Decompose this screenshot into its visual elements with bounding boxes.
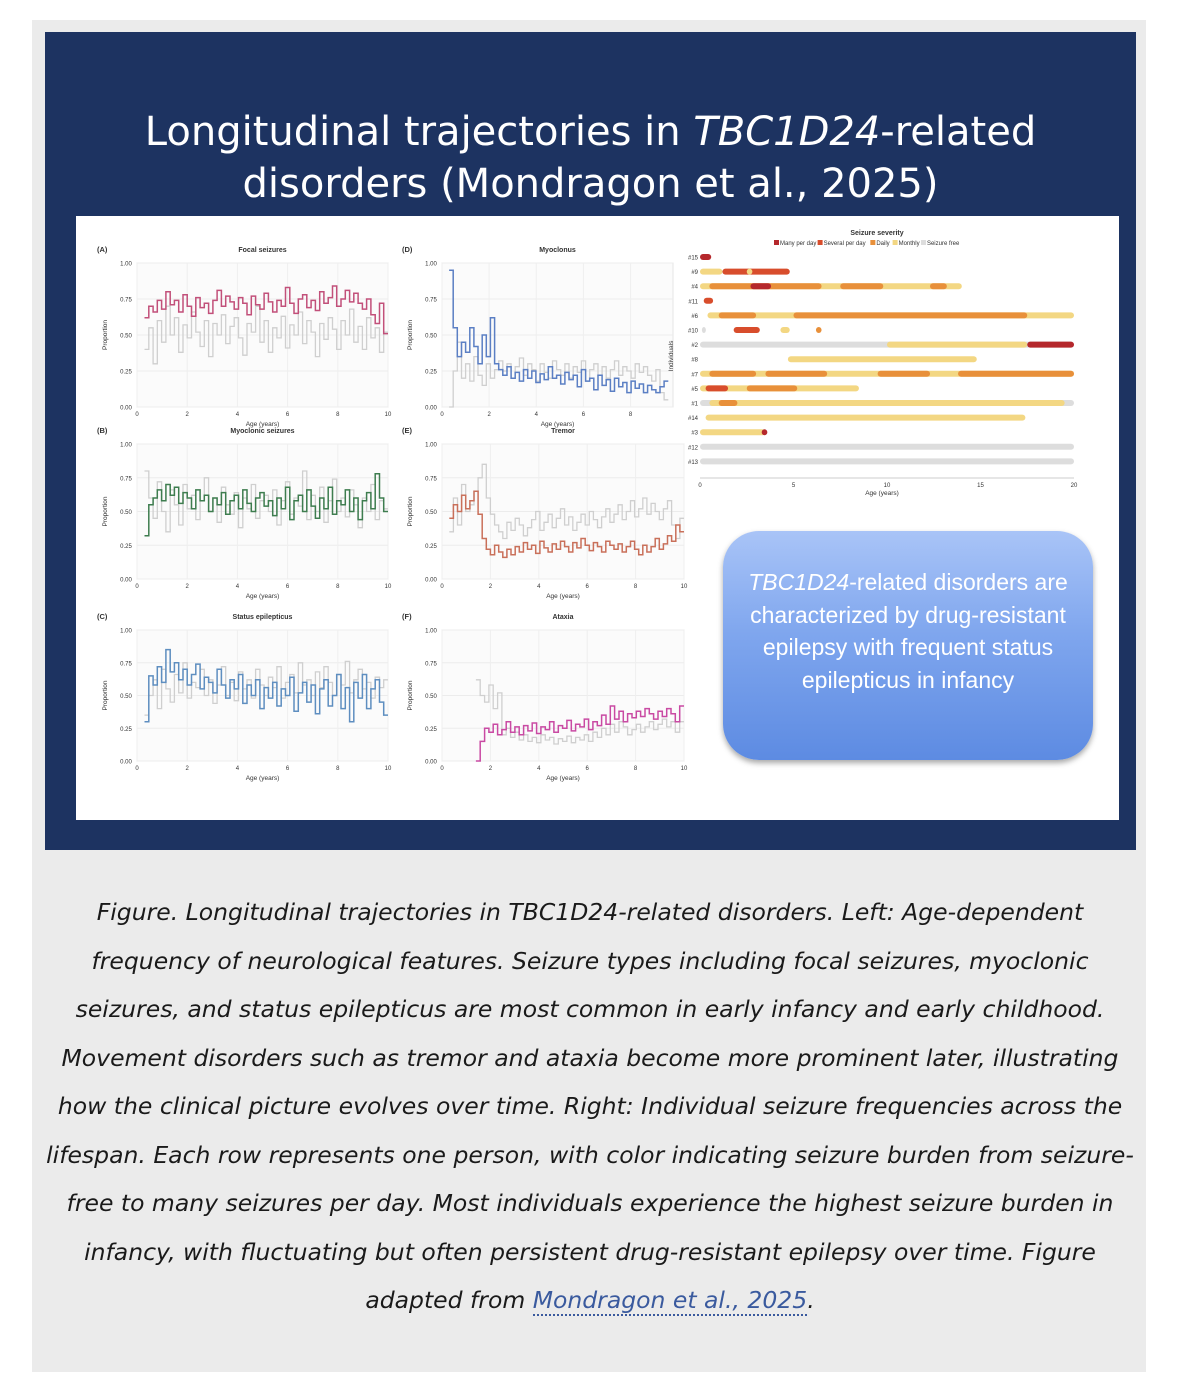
panel-D: [402, 245, 673, 428]
severity-segment: [747, 385, 797, 391]
row-label: #15: [687, 255, 698, 262]
y-tick-label: 1.00: [425, 442, 437, 449]
x-tick-label: 6: [285, 584, 290, 590]
x-tick-label: 4: [235, 412, 240, 418]
x-tick-label: 2: [488, 766, 493, 772]
x-axis-label: Age (years): [546, 775, 580, 782]
legend-swatch: [818, 240, 823, 245]
severity-segment: [762, 429, 768, 435]
y-tick-label: 0.50: [120, 694, 132, 700]
severity-segment: [700, 429, 765, 435]
row-label: #7: [691, 372, 698, 379]
severity-segment: [816, 327, 822, 333]
row-label: #13: [687, 459, 698, 466]
row-label: #3: [691, 430, 698, 437]
y-tick-label: 1.00: [425, 261, 437, 268]
y-tick-label: 0.25: [425, 369, 437, 376]
severity-segment: [700, 254, 711, 260]
panel-F: [402, 612, 688, 782]
severity-segment: [719, 312, 756, 318]
y-tick-label: 0.25: [425, 543, 437, 550]
y-tick-label: 0.75: [120, 297, 132, 304]
row-label: #9: [691, 270, 698, 277]
row-label: #14: [687, 416, 698, 423]
x-tick-label: 2: [185, 766, 189, 772]
y-tick-label: 0.25: [120, 543, 132, 550]
x-tick-label: 20: [1070, 483, 1078, 489]
y-tick-label: 1.00: [425, 628, 437, 635]
x-axis-label: Age (years): [245, 421, 280, 428]
y-tick-label: 0.00: [120, 405, 132, 412]
x-tick-label: 5: [791, 483, 796, 489]
y-tick-label: 0.75: [120, 661, 132, 668]
y-axis-label: Proportion: [102, 496, 109, 527]
row-label: #12: [687, 445, 698, 452]
panel-B: [97, 426, 392, 600]
row-label: #6: [691, 313, 698, 320]
x-tick-label: 8: [336, 584, 340, 590]
summary-callout: [723, 531, 1093, 760]
panel-title: Myoclonic seizures: [230, 428, 295, 435]
y-axis-label: Proportion: [407, 320, 414, 350]
figure-caption: [38, 888, 1142, 1325]
y-tick-label: 0.00: [425, 759, 437, 766]
severity-segment: [788, 356, 977, 362]
severity-chart: [668, 230, 1078, 497]
x-tick-label: 6: [585, 766, 589, 772]
y-tick-label: 0.50: [425, 333, 437, 340]
severity-segment: [702, 327, 706, 333]
x-tick-label: 2: [185, 584, 189, 590]
severity-segment: [700, 458, 1074, 464]
panel-title: Myoclonus: [539, 247, 576, 254]
y-tick-label: 0.00: [425, 577, 437, 584]
x-axis-label: Age (years): [245, 593, 280, 600]
y-tick-label: 0.00: [425, 405, 437, 412]
panel-label: (F): [402, 612, 412, 621]
x-tick-label: 10: [384, 766, 392, 772]
callout-text: -related disorders are characterized by drug-resistant epilepsy with frequent status epilepticus in infancy: [750, 569, 1068, 693]
panel-label: (E): [402, 426, 412, 435]
x-tick-label: 0: [440, 766, 444, 772]
y-tick-label: 0.25: [120, 369, 132, 376]
x-tick-label: 10: [680, 766, 688, 772]
x-tick-label: 2: [487, 412, 491, 418]
x-tick-label: 0: [135, 412, 139, 418]
y-tick-label: 0.75: [425, 476, 437, 483]
x-tick-label: 8: [336, 766, 340, 772]
x-tick-label: 0: [135, 766, 139, 772]
panel-label: (B): [97, 426, 108, 435]
x-tick-label: 4: [537, 584, 541, 590]
y-tick-label: 0.25: [425, 726, 437, 733]
legend-swatch: [893, 240, 898, 245]
x-tick-label: 2: [185, 412, 189, 418]
row-label: #5: [691, 386, 698, 393]
x-tick-label: 8: [633, 584, 638, 590]
severity-segment: [930, 283, 947, 289]
x-tick-label: 4: [534, 412, 538, 418]
legend-label: Daily: [876, 241, 890, 247]
y-tick-label: 0.25: [120, 726, 132, 733]
panel-label: (C): [97, 612, 108, 621]
y-tick-label: 1.00: [120, 442, 132, 449]
panel-label: (D): [402, 245, 413, 254]
y-tick-label: 0.50: [120, 510, 132, 516]
severity-segment: [747, 269, 753, 275]
x-axis-label: Age (years): [245, 775, 280, 782]
y-axis-label: Proportion: [102, 680, 109, 711]
row-label: #2: [691, 343, 698, 350]
title-prefix: Longitudinal trajectories in: [144, 109, 694, 155]
panel-C: [97, 612, 392, 782]
severity-segment: [765, 371, 827, 377]
title-gene: TBC1D24: [693, 109, 881, 155]
caption-end: .: [807, 1286, 815, 1314]
y-tick-label: 0.75: [425, 297, 437, 304]
y-tick-label: 1.00: [120, 261, 132, 268]
x-tick-label: 15: [977, 483, 984, 489]
legend-label: Monthly: [898, 241, 920, 247]
severity-segment: [722, 269, 789, 275]
severity-segment: [840, 283, 883, 289]
row-label: #1: [691, 401, 698, 408]
x-tick-label: 0: [698, 483, 702, 489]
legend-swatch: [870, 240, 875, 245]
severity-segment: [709, 400, 1064, 406]
title-suffix: -related: [880, 109, 1037, 155]
x-tick-label: 6: [585, 584, 589, 590]
y-tick-label: 0.75: [425, 661, 437, 668]
panel-A: [97, 245, 392, 428]
x-tick-label: 10: [680, 584, 688, 590]
x-tick-label: 10: [883, 483, 891, 489]
x-tick-label: 4: [235, 766, 240, 772]
severity-segment: [709, 371, 756, 377]
title-line2: disorders (Mondragon et al., 2025): [242, 161, 939, 207]
x-tick-label: 8: [628, 412, 633, 418]
x-tick-label: 0: [440, 584, 444, 590]
row-label: #11: [688, 299, 698, 306]
x-tick-label: 8: [633, 766, 638, 772]
row-label: #4: [691, 284, 698, 291]
panel-title: Ataxia: [552, 614, 574, 621]
severity-segment: [780, 327, 789, 333]
x-axis-label: Age (years): [546, 593, 580, 600]
x-tick-label: 4: [235, 584, 240, 590]
x-axis-label: Age (years): [865, 490, 899, 497]
severity-segment: [887, 342, 1027, 348]
panel-title: Status epilepticus: [232, 614, 293, 621]
severity-segment: [700, 444, 1074, 450]
legend-label: Many per day: [780, 241, 817, 247]
severity-segment: [958, 371, 1074, 377]
y-axis-label: Proportion: [407, 496, 414, 527]
severity-title: Seizure severity: [850, 230, 904, 237]
y-axis-label: Proportion: [407, 680, 414, 711]
y-tick-label: 0.00: [120, 759, 132, 766]
x-tick-label: 10: [384, 584, 392, 590]
y-tick-label: 1.00: [120, 628, 132, 635]
severity-segment: [700, 269, 722, 275]
severity-segment: [719, 400, 738, 406]
x-tick-label: 10: [384, 412, 392, 418]
panel-E: [402, 426, 688, 600]
panel-title: Focal seizures: [238, 247, 287, 254]
severity-segment: [878, 371, 930, 377]
row-label: #10: [687, 328, 698, 335]
severity-segment: [706, 415, 1026, 421]
severity-segment: [734, 327, 760, 333]
legend-swatch: [774, 240, 779, 245]
severity-segment: [750, 283, 771, 289]
x-tick-label: 4: [537, 766, 541, 772]
y-tick-label: 0.50: [120, 333, 132, 340]
x-tick-label: 6: [285, 766, 290, 772]
x-tick-label: 2: [488, 584, 493, 590]
x-tick-label: 0: [135, 584, 139, 590]
x-tick-label: 8: [336, 412, 340, 418]
severity-segment: [1027, 342, 1074, 348]
severity-segment: [794, 312, 1028, 318]
severity-segment: [706, 385, 728, 391]
caption-citation-link[interactable]: Mondragon et al., 2025: [532, 1286, 808, 1314]
x-axis-label: Age (years): [540, 421, 575, 428]
x-tick-label: 6: [285, 412, 290, 418]
caption-text: Figure. Longitudinal trajectories in TBC1D24-related disorders. Left: Age-dependent frequency of neurological features. Seizure types including focal seizures, myoclonic seizures, and status epilepticus are most common in early infancy and early childhood. Movement disorders such as tremor and ataxia become more prominent later, illustrating how the clinical picture evolves over time. Right: Individual seizure frequencies across the lifespan. Each row represents one person, with color indicating seizure burden from seizure-free to many seizures per day. Most individuals experience the highest seizure burden in infancy, with fluctuating but often persistent drug-resistant epilepsy over time. Figure adapted from: [46, 898, 1134, 1314]
legend-swatch: [921, 240, 926, 245]
x-tick-label: 6: [581, 412, 586, 418]
legend-label: Seizure free: [926, 241, 960, 247]
row-label: #8: [691, 357, 698, 364]
x-tick-label: 0: [440, 412, 444, 418]
callout-gene: TBC1D24: [748, 569, 850, 595]
y-axis-label: Proportion: [102, 320, 109, 350]
panel-title: Tremor: [551, 428, 575, 435]
y-tick-label: 0.75: [120, 476, 132, 483]
panel-label: (A): [97, 245, 108, 254]
y-tick-label: 0.00: [120, 577, 132, 584]
severity-segment: [704, 298, 713, 304]
legend-label: Several per day: [823, 241, 866, 247]
banner-title: [45, 106, 1136, 210]
y-axis-label: Individuals: [668, 340, 675, 372]
y-tick-label: 0.50: [425, 694, 437, 700]
y-tick-label: 0.50: [425, 510, 437, 516]
